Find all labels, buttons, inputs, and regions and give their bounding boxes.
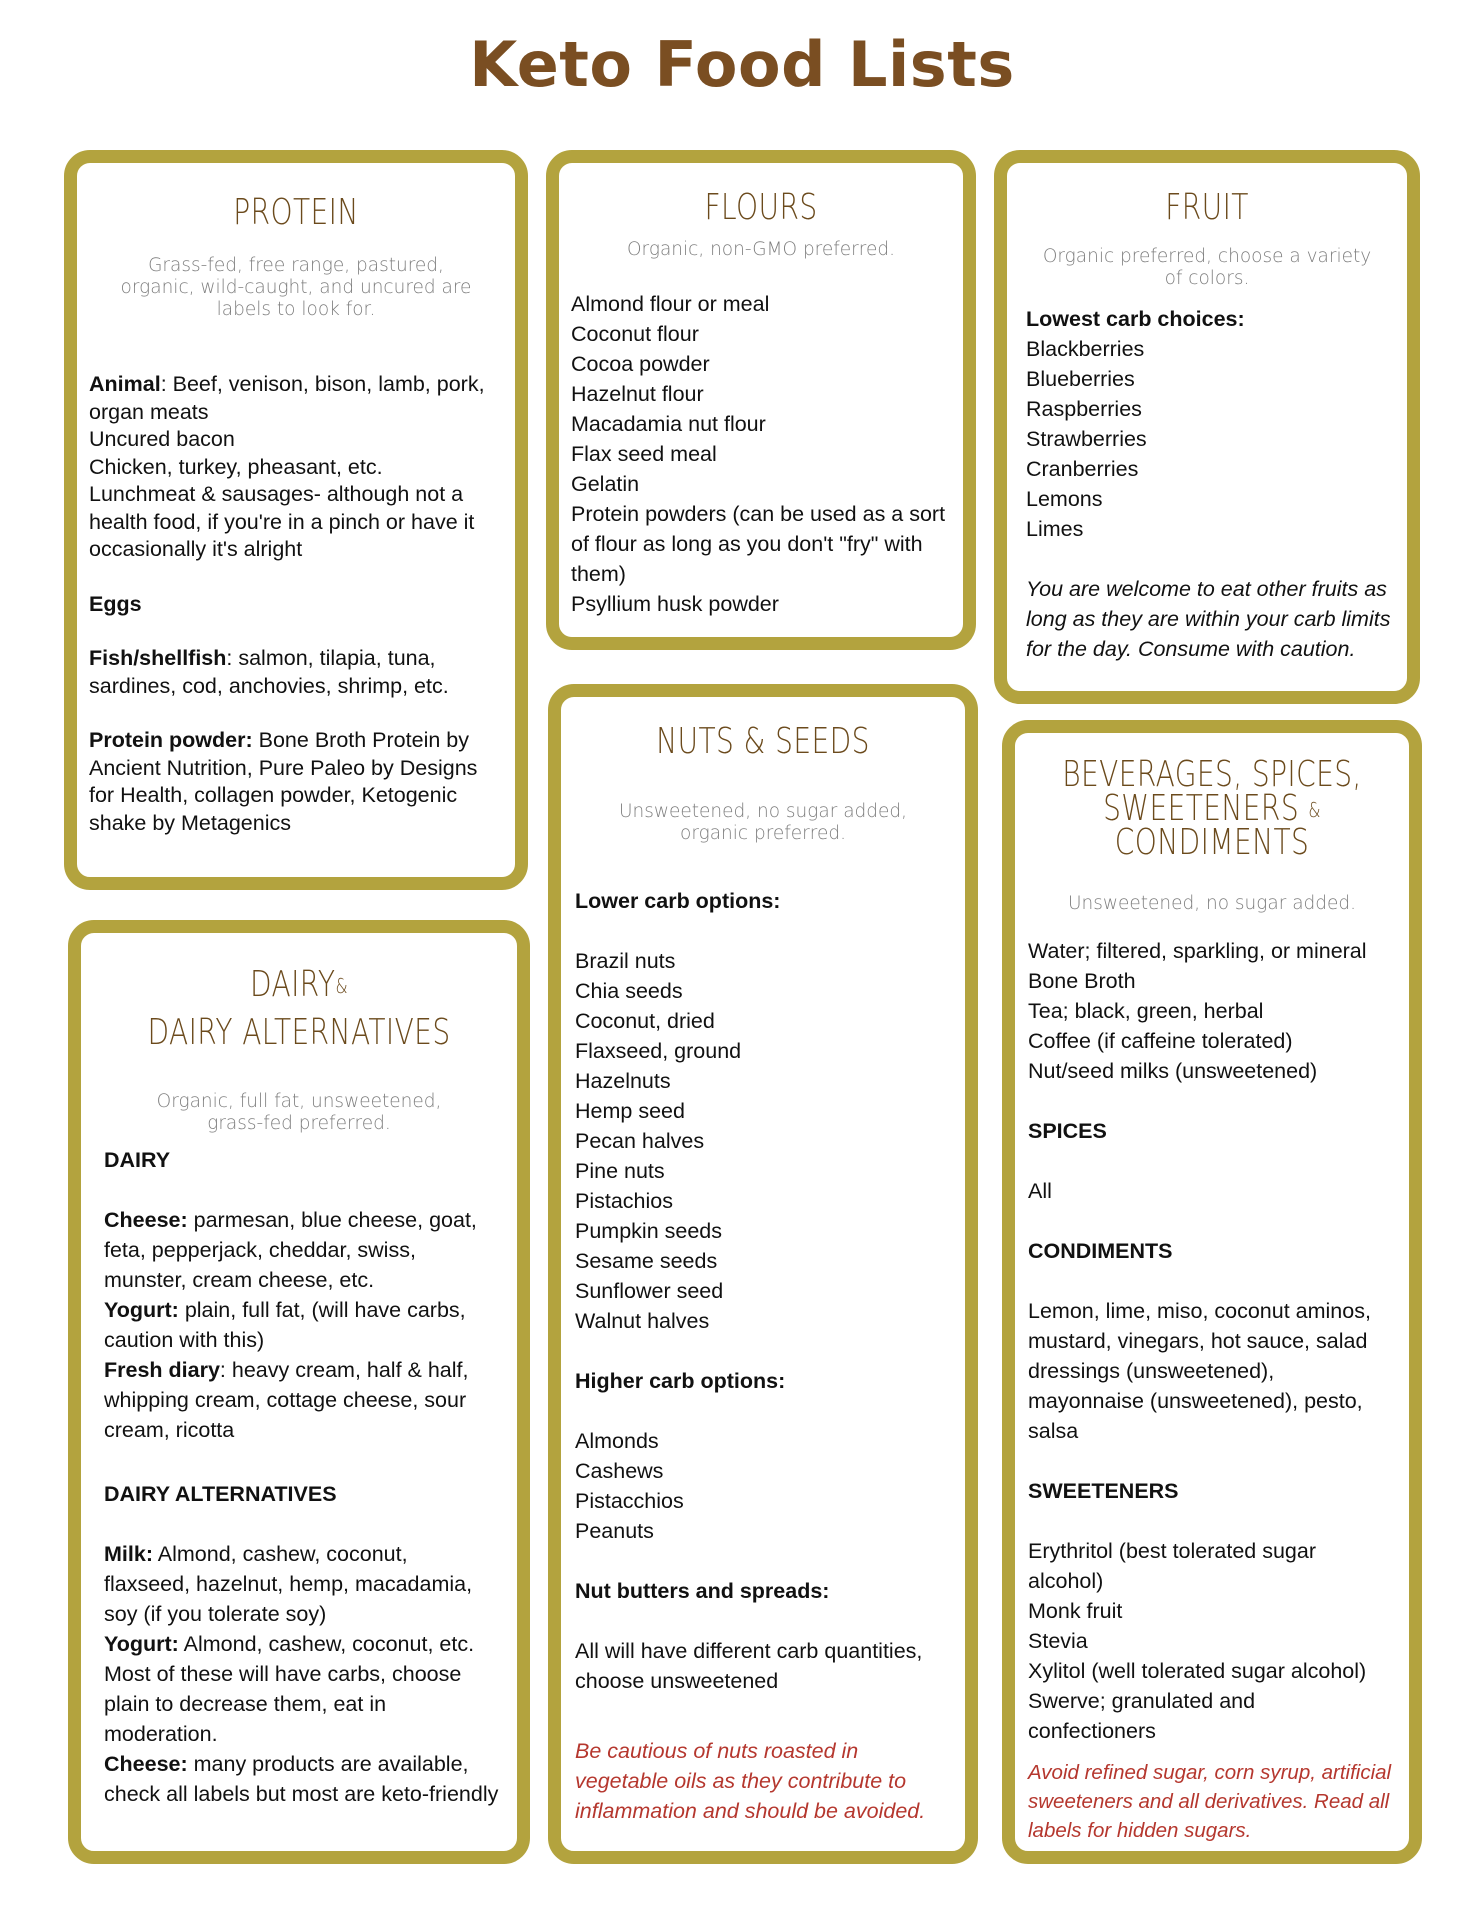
nut-item: Brazil nuts: [575, 949, 676, 973]
alt-milk: [104, 1539, 499, 1629]
alt-yogurt: [104, 1629, 499, 1749]
fruit-subtitle: Organic preferred, choose a variety of colors.: [1042, 246, 1372, 289]
drink-item: Tea; black, green, herbal: [1028, 999, 1264, 1023]
dairy-label: DAIRY: [104, 1148, 171, 1172]
beverages-header-amp: &: [1308, 798, 1321, 822]
nut-item: Pine nuts: [575, 1159, 665, 1183]
spices-text: All: [1028, 1179, 1052, 1203]
protein-subtitle: Grass-fed, free range, pastured, organic, wild-caught, and uncured are labels to look for.: [120, 255, 472, 320]
drink-item: Coffee (if caffeine tolerated): [1028, 1029, 1293, 1053]
protein-header: PROTEIN: [233, 192, 359, 233]
yogurt-label: Yogurt:: [104, 1298, 179, 1322]
nut-item: Flaxseed, ground: [575, 1039, 742, 1063]
fruit-note: You are welcome to eat other fruits as long as they are within your carb limits for the day. Consume with caution.: [1026, 577, 1391, 661]
dairy-list: [104, 1145, 499, 1809]
fruit-lowest-label: Lowest carb choices:: [1026, 307, 1245, 331]
dairy-alt-label: DAIRY ALTERNATIVES: [104, 1482, 337, 1506]
flours-header: FLOURS: [704, 187, 818, 228]
dairy-cheese: [104, 1205, 499, 1295]
fish-text: : salmon, tilapia, tuna, sardines, cod, anchovies, shrimp, etc.: [89, 646, 449, 698]
alt-yogurt-text: Almond, cashew, coconut, etc. Most of these will have carbs, choose plain to decrease them, eat in moderation.: [104, 1632, 475, 1746]
protein-list: [89, 371, 497, 837]
nuts-header: NUTS & SEEDS: [656, 721, 870, 762]
nut-item: Chia seeds: [575, 979, 683, 1003]
nuts-subtitle: Unsweetened, no sugar added, organic preferred.: [618, 801, 908, 844]
nut-item: Pistachios: [575, 1189, 673, 1213]
fruit-header: FRUIT: [1165, 187, 1249, 228]
dairy-fresh: [104, 1355, 499, 1445]
protein-lunchmeat: Lunchmeat & sausages- although not a health food, if you're in a pinch or have it occasionally it's alright: [89, 482, 475, 561]
protein-poultry: Chicken, turkey, pheasant, etc.: [89, 454, 383, 479]
sweetener-item: Xylitol (well tolerated sugar alcohol): [1028, 1659, 1367, 1683]
sweetener-item: Stevia: [1028, 1629, 1088, 1653]
flour-item: Flax seed meal: [571, 442, 717, 466]
fruit-item: Limes: [1026, 517, 1084, 541]
nut-item: Hazelnuts: [575, 1069, 671, 1093]
animal-text: : Beef, venison, bison, lamb, pork, organ meats: [89, 372, 485, 424]
nut-item: Hemp seed: [575, 1099, 685, 1123]
nut-item: Cashews: [575, 1459, 664, 1483]
fruit-item: Raspberries: [1026, 397, 1142, 421]
protein-eggs: Eggs: [89, 591, 142, 616]
protein-powder: [89, 727, 497, 837]
flour-item: Hazelnut flour: [571, 382, 704, 406]
fruit-card: [994, 150, 1420, 704]
drink-item: Bone Broth: [1028, 969, 1136, 993]
drink-item: Water; filtered, sparkling, or mineral: [1028, 939, 1367, 963]
nut-item: Pumpkin seeds: [575, 1219, 722, 1243]
milk-label: Milk:: [104, 1542, 153, 1566]
sweetener-item: Monk fruit: [1028, 1599, 1123, 1623]
dairy-yogurt: [104, 1295, 499, 1355]
cheese-label: Cheese:: [104, 1208, 188, 1232]
nuts-butters-text: All will have different carb quantities, choose unsweetened: [575, 1639, 923, 1693]
beverages-list: [1028, 936, 1403, 1845]
nuts-list: [575, 886, 951, 1826]
beverages-header-line1: BEVERAGES, SPICES,: [1062, 754, 1362, 795]
alt-cheese: [104, 1749, 499, 1809]
alt-cheese-label: Cheese:: [104, 1752, 188, 1776]
sweetener-item: Swerve; granulated and confectioners: [1028, 1689, 1256, 1743]
nut-item: Peanuts: [575, 1519, 654, 1543]
drink-item: Nut/seed milks (unsweetened): [1028, 1059, 1318, 1083]
flours-list: [571, 289, 947, 619]
fruit-item: Blackberries: [1026, 337, 1145, 361]
flour-item: Psyllium husk powder: [571, 592, 779, 616]
nuts-warning: Be cautious of nuts roasted in vegetable oils as they contribute to inflammation and should be avoided.: [575, 1739, 926, 1823]
protein-animal: [89, 371, 497, 426]
sweetener-item: Erythritol (best tolerated sugar alcohol): [1028, 1539, 1316, 1593]
nut-item: Walnut halves: [575, 1309, 710, 1333]
protein-card: [64, 150, 528, 890]
spices-label: SPICES: [1028, 1119, 1107, 1143]
fruit-item: Strawberries: [1026, 427, 1147, 451]
flour-item: Coconut flour: [571, 322, 699, 346]
fish-label: Fish/shellfish: [89, 646, 227, 670]
powder-text: Bone Broth Protein by Ancient Nutrition, Pure Paleo by Designs for Health, collagen powder, Ketogenic shake by Metagenics: [89, 728, 478, 835]
dairy-subtitle: Organic, full fat, unsweetened, grass-fed preferred.: [156, 1091, 442, 1134]
flour-item: Macadamia nut flour: [571, 412, 766, 436]
alt-cheese-text: many products are available, check all labels but most are keto-friendly: [104, 1752, 499, 1806]
flour-item: Gelatin: [571, 472, 640, 496]
nut-item: Almonds: [575, 1429, 659, 1453]
nuts-lower-label: Lower carb options:: [575, 889, 781, 913]
alt-yogurt-label: Yogurt:: [104, 1632, 179, 1656]
dairy-header-amp: &: [335, 974, 349, 998]
nut-item: Sesame seeds: [575, 1249, 718, 1273]
beverages-header-line3: CONDIMENTS: [1114, 822, 1310, 863]
fresh-text: : heavy cream, half & half, whipping cream, cottage cheese, sour cream, ricotta: [104, 1358, 469, 1442]
fruit-item: Lemons: [1026, 487, 1103, 511]
beverages-subtitle: Unsweetened, no sugar added.: [1067, 893, 1357, 914]
fruit-item: Cranberries: [1026, 457, 1139, 481]
flour-item: Cocoa powder: [571, 352, 710, 376]
page-title: Keto Food Lists: [469, 28, 1015, 101]
nut-item: Pistacchios: [575, 1489, 684, 1513]
protein-fish: [89, 645, 497, 700]
sweeteners-label: SWEETENERS: [1028, 1479, 1179, 1503]
dairy-header-line1: [129, 964, 469, 1005]
flours-subtitle: Organic, non-GMO preferred.: [627, 239, 895, 260]
fruit-item: Blueberries: [1026, 367, 1135, 391]
powder-label: Protein powder:: [89, 728, 253, 752]
protein-bacon: Uncured bacon: [89, 427, 235, 451]
nuts-butters-label: Nut butters and spreads:: [575, 1579, 830, 1603]
nut-item: Sunflower seed: [575, 1279, 724, 1303]
flours-card: [546, 150, 976, 650]
beverages-card: [1002, 720, 1422, 1864]
dairy-header-text: DAIRY: [249, 964, 336, 1005]
condiments-label: CONDIMENTS: [1028, 1239, 1173, 1263]
flour-item: Almond flour or meal: [571, 292, 770, 316]
fresh-label: Fresh diary: [104, 1358, 220, 1382]
condiments-text: Lemon, lime, miso, coconut aminos, mustard, vinegars, hot sauce, salad dressings (unsweetened), mayonnaise (unsweetened), pesto, salsa: [1028, 1299, 1371, 1443]
animal-label: Animal: [89, 372, 161, 396]
beverages-warning: Avoid refined sugar, corn syrup, artificial sweeteners and all derivatives. Read all labels for hidden sugars.: [1028, 1761, 1392, 1842]
nuts-higher-label: Higher carb options:: [575, 1369, 786, 1393]
nuts-card: [548, 684, 978, 1864]
fruit-list: [1026, 304, 1391, 664]
dairy-card: [68, 920, 530, 1864]
beverages-header-text: SWEETENERS: [1103, 788, 1300, 829]
milk-text: Almond, cashew, coconut, flaxseed, hazelnut, hemp, macadamia, soy (if you tolerate soy): [104, 1542, 473, 1626]
flour-item: Protein powders (can be used as a sort of flour as long as you don't "fry" with them): [571, 502, 946, 586]
cheese-text: parmesan, blue cheese, goat, feta, pepperjack, cheddar, swiss, munster, cream cheese, etc.: [104, 1208, 477, 1292]
yogurt-text: plain, full fat, (will have carbs, caution with this): [104, 1298, 466, 1352]
nut-item: Coconut, dried: [575, 1009, 715, 1033]
nut-item: Pecan halves: [575, 1129, 705, 1153]
dairy-header-line2: DAIRY ALTERNATIVES: [147, 1012, 451, 1053]
